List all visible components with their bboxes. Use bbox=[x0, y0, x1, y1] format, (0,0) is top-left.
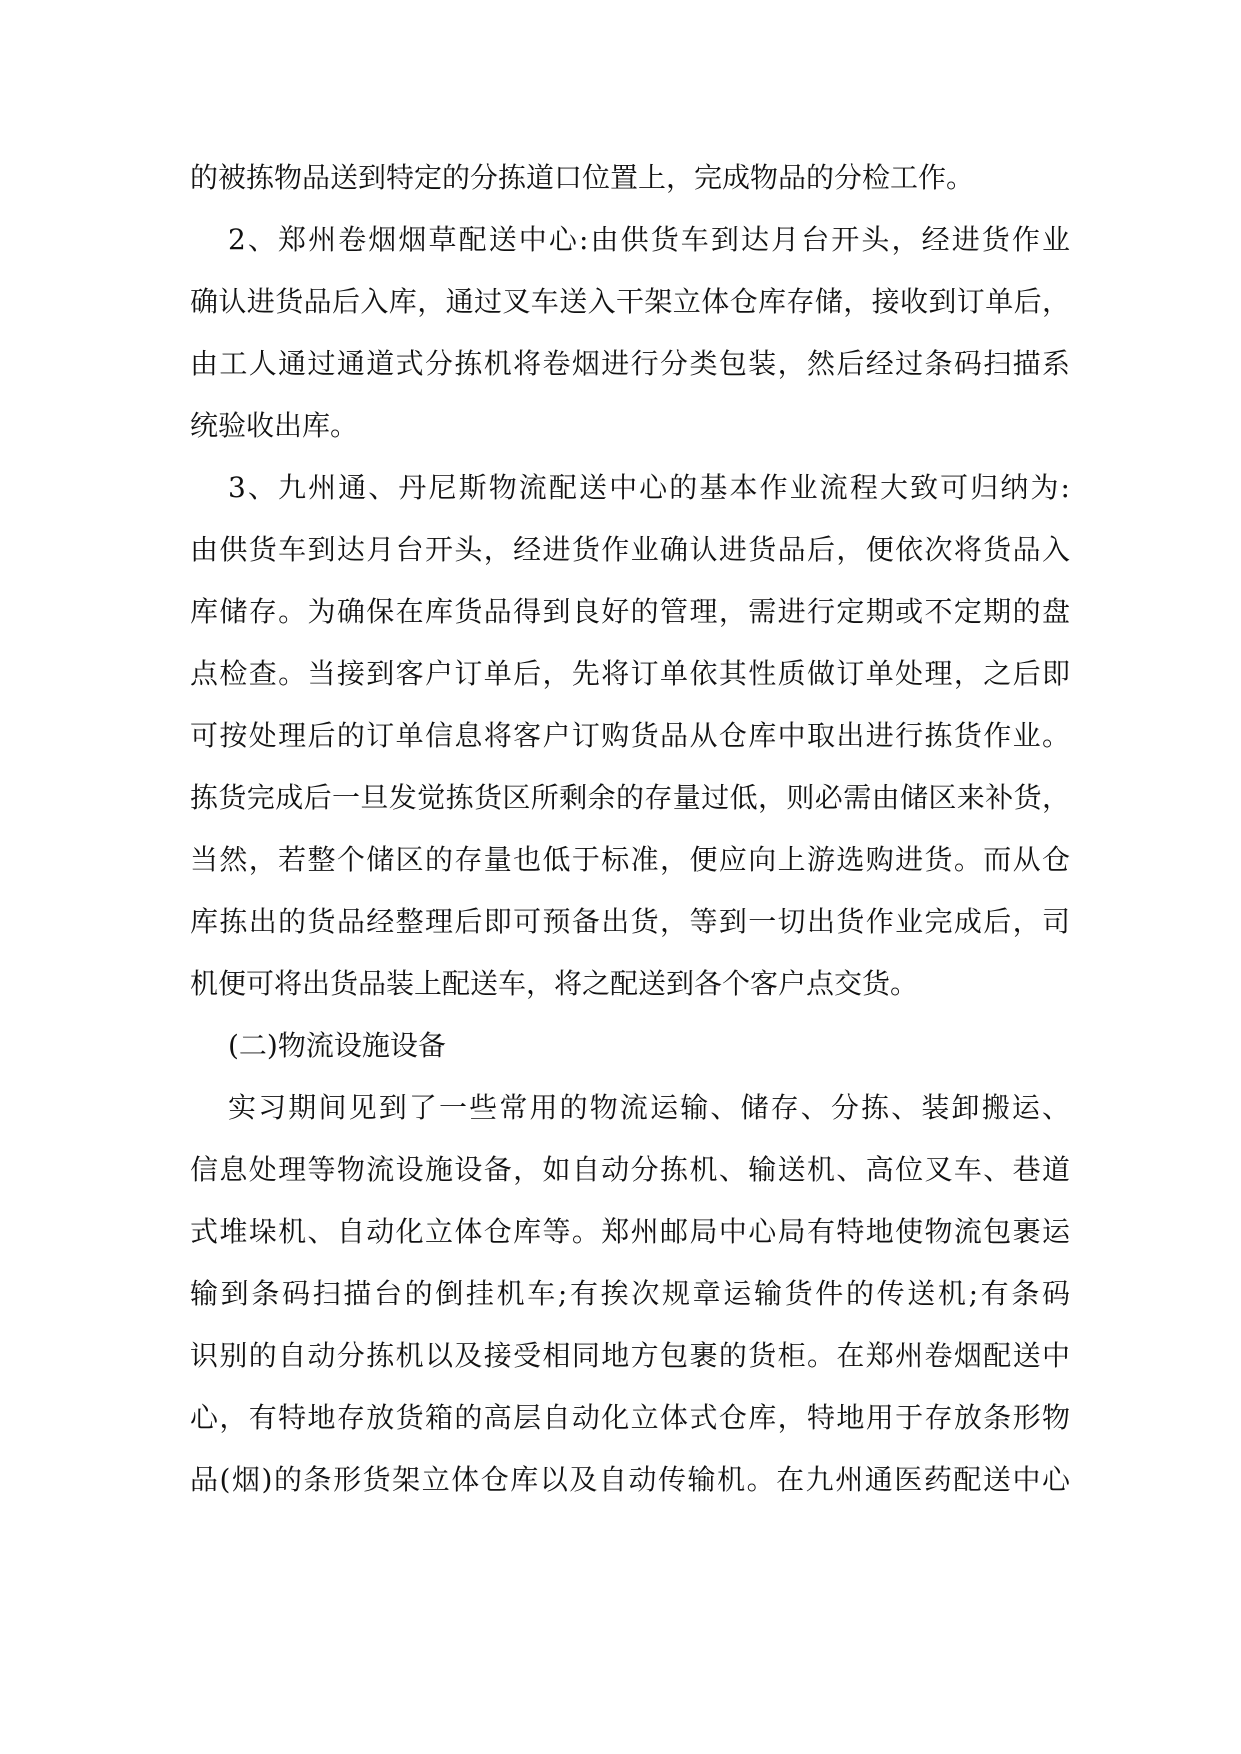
text-line: 2、郑州卷烟烟草配送中心:由供货车到达月台开头，经进货作业 bbox=[228, 223, 1070, 256]
text-line: 心，有特地存放货箱的高层自动化立体式仓库，特地用于存放条形物 bbox=[190, 1401, 1070, 1434]
text-line: 由工人通过通道式分拣机将卷烟进行分类包装，然后经过条码扫描系 bbox=[190, 347, 1070, 380]
document-body bbox=[190, 147, 1070, 1511]
text-line: 点检查。当接到客户订单后，先将订单依其性质做订单处理，之后即 bbox=[190, 657, 1070, 690]
text-line: 当然，若整个储区的存量也低于标准，便应向上游选购进货。而从仓 bbox=[190, 843, 1070, 876]
text-line: 库储存。为确保在库货品得到良好的管理，需进行定期或不定期的盘 bbox=[190, 595, 1070, 628]
text-line: 实习期间见到了一些常用的物流运输、储存、分拣、装卸搬运、 bbox=[228, 1091, 1070, 1124]
text-line: 拣货完成后一旦发觉拣货区所剩余的存量过低，则必需由储区来补货， bbox=[190, 781, 1070, 814]
text-line: 式堆垛机、自动化立体仓库等。郑州邮局中心局有特地使物流包裹运 bbox=[190, 1215, 1070, 1248]
text-line: 统验收出库。 bbox=[190, 409, 359, 442]
text-line: 由供货车到达月台开头，经进货作业确认进货品后，便依次将货品入 bbox=[190, 533, 1070, 566]
text-line: 品(烟)的条形货架立体仓库以及自动传输机。在九州通医药配送中心 bbox=[190, 1463, 1070, 1496]
text-line: 库拣出的货品经整理后即可预备出货，等到一切出货作业完成后，司 bbox=[190, 905, 1070, 938]
text-line: 3、九州通、丹尼斯物流配送中心的基本作业流程大致可归纳为: bbox=[228, 471, 1070, 504]
section-heading: (二)物流设施设备 bbox=[228, 1029, 446, 1062]
text-line: 输到条码扫描台的倒挂机车;有挨次规章运输货件的传送机;有条码 bbox=[190, 1277, 1070, 1310]
text-line: 信息处理等物流设施设备，如自动分拣机、输送机、高位叉车、巷道 bbox=[190, 1153, 1070, 1186]
text-line: 确认进货品后入库，通过叉车送入干架立体仓库存储，接收到订单后， bbox=[190, 285, 1070, 318]
text-line: 的被拣物品送到特定的分拣道口位置上，完成物品的分检工作。 bbox=[190, 161, 975, 194]
text-line: 可按处理后的订单信息将客户订购货品从仓库中取出进行拣货作业。 bbox=[190, 719, 1070, 752]
text-line: 识别的自动分拣机以及接受相同地方包裹的货柜。在郑州卷烟配送中 bbox=[190, 1339, 1070, 1372]
text-line: 机便可将出货品装上配送车，将之配送到各个客户点交货。 bbox=[190, 967, 919, 1000]
